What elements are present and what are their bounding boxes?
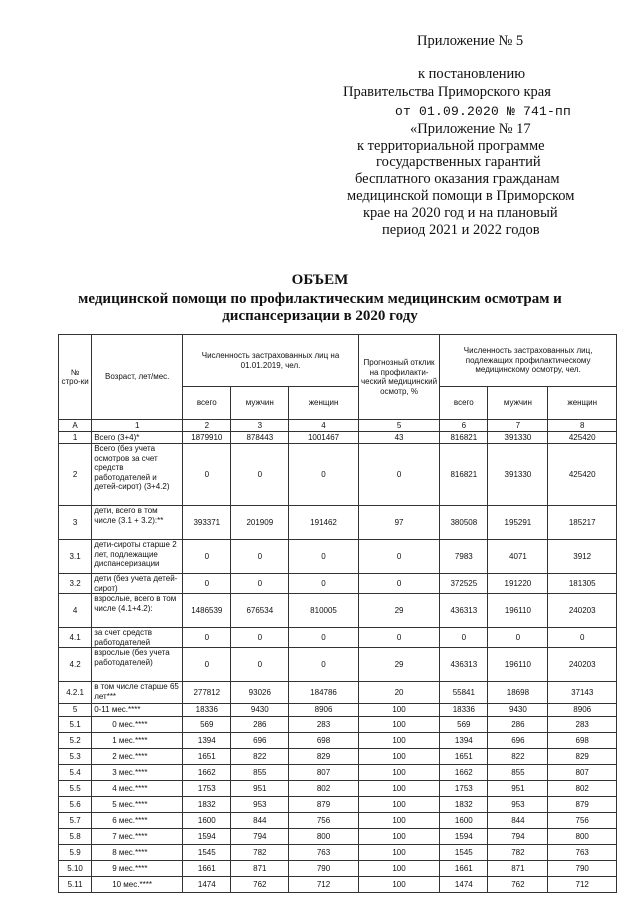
row-age: 0 мес.**** (92, 717, 183, 733)
row-age: за счет средств работодателей (92, 628, 183, 648)
document-subtitle: медицинской помощи по профилактическим медицинским осмотрам и (78, 291, 562, 307)
table-body (59, 432, 617, 893)
row-value: 1651 (183, 749, 231, 765)
row-age: взрослые (без учета работодателей) (92, 648, 183, 682)
row-value: 794 (488, 829, 548, 845)
row-value: 712 (548, 877, 617, 893)
row-age: 2 мес.**** (92, 749, 183, 765)
table-row (59, 648, 617, 682)
appendix-number: Приложение № 5 (417, 33, 524, 49)
row-value: 1753 (183, 781, 231, 797)
header-all: всего (183, 387, 231, 420)
row-value: 9430 (488, 704, 548, 717)
header-line: «Приложение № 17 (410, 121, 531, 137)
row-age: 0-11 мес.**** (92, 704, 183, 717)
table-header-row (59, 335, 617, 387)
row-value: 756 (289, 813, 359, 829)
row-age: 9 мес.**** (92, 861, 183, 877)
row-value: 1661 (440, 861, 488, 877)
row-value: 0 (231, 574, 289, 594)
row-value: 0 (289, 574, 359, 594)
row-value: 1879910 (183, 432, 231, 444)
row-value: 425420 (548, 444, 617, 506)
table-row (59, 829, 617, 845)
header-line: период 2021 и 2022 годов (382, 222, 540, 238)
row-value: 181305 (548, 574, 617, 594)
row-value: 829 (289, 749, 359, 765)
row-value: 807 (289, 765, 359, 781)
row-age: дети-сироты старше 2 лет, подлежащие диспансеризации (92, 540, 183, 574)
row-value: 18336 (183, 704, 231, 717)
row-value: 100 (358, 845, 439, 861)
table-row (59, 813, 617, 829)
row-value: 696 (231, 733, 289, 749)
column-index: 4 (289, 420, 359, 432)
header-women: женщин (548, 387, 617, 420)
table-row (59, 506, 617, 540)
column-index-row (59, 420, 617, 432)
header-line: медицинской помощи в Приморском (347, 188, 575, 204)
row-value: 93026 (231, 682, 289, 704)
row-value: 29 (358, 594, 439, 628)
row-value: 283 (289, 717, 359, 733)
row-value: 1394 (183, 733, 231, 749)
row-age: дети, всего в том числе (3.1 + 3.2):** (92, 506, 183, 540)
row-age: в том числе старше 65 лет*** (92, 682, 183, 704)
header-line: к территориальной программе (357, 138, 545, 154)
table-row (59, 444, 617, 506)
row-value: 55841 (440, 682, 488, 704)
row-value: 829 (548, 749, 617, 765)
header-response: Прогнозный отклик на профилакти-ческий медицинский осмотр, % (358, 335, 439, 420)
row-value: 802 (289, 781, 359, 797)
row-number: 3.1 (59, 540, 92, 574)
row-value: 97 (358, 506, 439, 540)
row-value: 879 (289, 797, 359, 813)
row-value: 240203 (548, 648, 617, 682)
row-value: 0 (358, 444, 439, 506)
row-value: 1545 (183, 845, 231, 861)
row-value: 1545 (440, 845, 488, 861)
row-value: 100 (358, 781, 439, 797)
table-row (59, 845, 617, 861)
row-value: 7983 (440, 540, 488, 574)
row-value: 191462 (289, 506, 359, 540)
row-value: 782 (488, 845, 548, 861)
row-age: 1 мес.**** (92, 733, 183, 749)
row-value: 822 (231, 749, 289, 765)
row-number: 5.10 (59, 861, 92, 877)
row-value: 816821 (440, 432, 488, 444)
row-value: 0 (183, 648, 231, 682)
row-value: 800 (289, 829, 359, 845)
row-value: 100 (358, 749, 439, 765)
table-row (59, 540, 617, 574)
row-number: 4.1 (59, 628, 92, 648)
row-value: 1594 (440, 829, 488, 845)
row-value: 1486539 (183, 594, 231, 628)
row-value: 100 (358, 717, 439, 733)
row-value: 8906 (289, 704, 359, 717)
row-value: 763 (548, 845, 617, 861)
table-row (59, 781, 617, 797)
row-number: 1 (59, 432, 92, 444)
row-value: 380508 (440, 506, 488, 540)
row-number: 5.4 (59, 765, 92, 781)
row-value: 1594 (183, 829, 231, 845)
row-value: 790 (548, 861, 617, 877)
row-value: 0 (358, 540, 439, 574)
row-value: 794 (231, 829, 289, 845)
row-number: 3.2 (59, 574, 92, 594)
header-all: всего (440, 387, 488, 420)
row-value: 0 (231, 540, 289, 574)
row-value: 0 (358, 628, 439, 648)
row-value: 185217 (548, 506, 617, 540)
row-value: 762 (488, 877, 548, 893)
column-index: 2 (183, 420, 231, 432)
row-age: Всего (3+4)* (92, 432, 183, 444)
row-number: 5 (59, 704, 92, 717)
table-row (59, 574, 617, 594)
row-value: 0 (231, 648, 289, 682)
column-index: 6 (440, 420, 488, 432)
row-value: 100 (358, 813, 439, 829)
row-value: 436313 (440, 594, 488, 628)
row-number: 5.9 (59, 845, 92, 861)
row-age: 7 мес.**** (92, 829, 183, 845)
row-value: 0 (231, 628, 289, 648)
row-number: 4.2.1 (59, 682, 92, 704)
row-value: 698 (289, 733, 359, 749)
row-age: дети (без учета детей-сирот) (92, 574, 183, 594)
header-women: женщин (289, 387, 359, 420)
row-value: 822 (488, 749, 548, 765)
row-value: 0 (183, 628, 231, 648)
row-value: 184786 (289, 682, 359, 704)
row-value: 195291 (488, 506, 548, 540)
row-value: 879 (548, 797, 617, 813)
row-value: 763 (289, 845, 359, 861)
row-age: Всего (без учета осмотров за счет средств работодателей и детей-сирот) (3+4.2) (92, 444, 183, 506)
column-index: 3 (231, 420, 289, 432)
row-age: 6 мес.**** (92, 813, 183, 829)
column-index: 1 (92, 420, 183, 432)
row-value: 878443 (231, 432, 289, 444)
row-value: 844 (231, 813, 289, 829)
row-value: 18698 (488, 682, 548, 704)
column-index: 7 (488, 420, 548, 432)
row-value: 782 (231, 845, 289, 861)
row-value: 844 (488, 813, 548, 829)
row-value: 100 (358, 877, 439, 893)
table-row (59, 432, 617, 444)
row-value: 4071 (488, 540, 548, 574)
row-value: 18336 (440, 704, 488, 717)
row-value: 871 (231, 861, 289, 877)
row-value: 569 (183, 717, 231, 733)
row-value: 0 (183, 574, 231, 594)
row-value: 196110 (488, 648, 548, 682)
row-number: 5.11 (59, 877, 92, 893)
row-value: 8906 (548, 704, 617, 717)
row-value: 802 (548, 781, 617, 797)
table-row (59, 765, 617, 781)
row-number: 5.5 (59, 781, 92, 797)
row-value: 3912 (548, 540, 617, 574)
row-value: 855 (488, 765, 548, 781)
row-value: 1600 (440, 813, 488, 829)
row-value: 9430 (231, 704, 289, 717)
row-value: 762 (231, 877, 289, 893)
row-value: 1662 (183, 765, 231, 781)
header-men: мужчин (231, 387, 289, 420)
document-title: ОБЪЕМ (291, 272, 349, 288)
row-number: 5.7 (59, 813, 92, 829)
row-age: 3 мес.**** (92, 765, 183, 781)
table-row (59, 861, 617, 877)
row-value: 1600 (183, 813, 231, 829)
row-value: 1651 (440, 749, 488, 765)
row-value: 1832 (440, 797, 488, 813)
row-age: взрослые, всего в том числе (4.1+4.2): (92, 594, 183, 628)
header-age: Возраст, лет/мес. (92, 335, 183, 420)
row-number: 4.2 (59, 648, 92, 682)
row-value: 286 (488, 717, 548, 733)
row-value: 1001467 (289, 432, 359, 444)
row-value: 20 (358, 682, 439, 704)
row-value: 100 (358, 797, 439, 813)
header-men: мужчин (488, 387, 548, 420)
header-line: к постановлению (418, 66, 526, 82)
row-age: 10 мес.**** (92, 877, 183, 893)
table-row (59, 717, 617, 733)
row-value: 100 (358, 861, 439, 877)
row-value: 1832 (183, 797, 231, 813)
row-value: 0 (289, 648, 359, 682)
row-number: 5.6 (59, 797, 92, 813)
header-line: крае на 2020 год и на плановый (363, 205, 558, 221)
row-value: 698 (548, 733, 617, 749)
row-value: 1661 (183, 861, 231, 877)
row-value: 951 (231, 781, 289, 797)
row-value: 191220 (488, 574, 548, 594)
row-number: 5.1 (59, 717, 92, 733)
row-value: 286 (231, 717, 289, 733)
header-insured: Численность застрахованных лиц на 01.01.2019, чел. (183, 335, 359, 387)
row-value: 277812 (183, 682, 231, 704)
row-value: 1753 (440, 781, 488, 797)
column-index: А (59, 420, 92, 432)
row-value: 790 (289, 861, 359, 877)
document-subtitle: диспансеризации в 2020 году (222, 308, 418, 324)
row-value: 391330 (488, 432, 548, 444)
row-value: 816821 (440, 444, 488, 506)
row-value: 37143 (548, 682, 617, 704)
row-number: 4 (59, 594, 92, 628)
row-value: 0 (231, 444, 289, 506)
row-number: 3 (59, 506, 92, 540)
row-value: 1394 (440, 733, 488, 749)
row-value: 953 (231, 797, 289, 813)
row-number: 5.3 (59, 749, 92, 765)
row-value: 196110 (488, 594, 548, 628)
row-value: 0 (289, 628, 359, 648)
row-value: 1474 (440, 877, 488, 893)
row-value: 569 (440, 717, 488, 733)
row-value: 100 (358, 733, 439, 749)
table-row (59, 682, 617, 704)
row-value: 0 (183, 444, 231, 506)
row-value: 283 (548, 717, 617, 733)
row-value: 0 (548, 628, 617, 648)
row-number: 5.8 (59, 829, 92, 845)
row-age: 4 мес.**** (92, 781, 183, 797)
row-value: 425420 (548, 432, 617, 444)
row-value: 0 (358, 574, 439, 594)
column-index: 8 (548, 420, 617, 432)
table-row (59, 749, 617, 765)
row-value: 0 (289, 540, 359, 574)
table-row (59, 733, 617, 749)
row-value: 696 (488, 733, 548, 749)
row-value: 855 (231, 765, 289, 781)
order-reference: от 01.09.2020 № 741-пп (395, 104, 572, 119)
row-value: 712 (289, 877, 359, 893)
row-age: 8 мес.**** (92, 845, 183, 861)
row-value: 100 (358, 704, 439, 717)
row-value: 393371 (183, 506, 231, 540)
row-value: 240203 (548, 594, 617, 628)
row-value: 372525 (440, 574, 488, 594)
row-value: 0 (289, 444, 359, 506)
row-value: 676534 (231, 594, 289, 628)
row-value: 100 (358, 829, 439, 845)
row-value: 951 (488, 781, 548, 797)
row-value: 807 (548, 765, 617, 781)
table-row (59, 704, 617, 717)
table-row (59, 594, 617, 628)
header-subject: Численность застрахованных лиц, подлежащих профилактическому медицинскому осмотру, чел. (440, 335, 617, 387)
header-line: бесплатного оказания гражданам (355, 171, 560, 187)
row-value: 436313 (440, 648, 488, 682)
column-index: 5 (358, 420, 439, 432)
row-value: 0 (440, 628, 488, 648)
row-number: 2 (59, 444, 92, 506)
row-value: 800 (548, 829, 617, 845)
row-number: 5.2 (59, 733, 92, 749)
row-value: 953 (488, 797, 548, 813)
row-value: 391330 (488, 444, 548, 506)
table-row (59, 628, 617, 648)
volume-table (58, 334, 617, 893)
table-row (59, 877, 617, 893)
header-row-number: № стро-ки (59, 335, 92, 420)
row-value: 810005 (289, 594, 359, 628)
header-line: Правительства Приморского края (343, 84, 551, 100)
row-value: 1474 (183, 877, 231, 893)
row-value: 871 (488, 861, 548, 877)
row-value: 201909 (231, 506, 289, 540)
row-value: 0 (488, 628, 548, 648)
row-value: 0 (183, 540, 231, 574)
row-value: 29 (358, 648, 439, 682)
row-value: 1662 (440, 765, 488, 781)
row-value: 43 (358, 432, 439, 444)
header-line: государственных гарантий (376, 154, 541, 170)
row-age: 5 мес.**** (92, 797, 183, 813)
row-value: 100 (358, 765, 439, 781)
row-value: 756 (548, 813, 617, 829)
table-row (59, 797, 617, 813)
